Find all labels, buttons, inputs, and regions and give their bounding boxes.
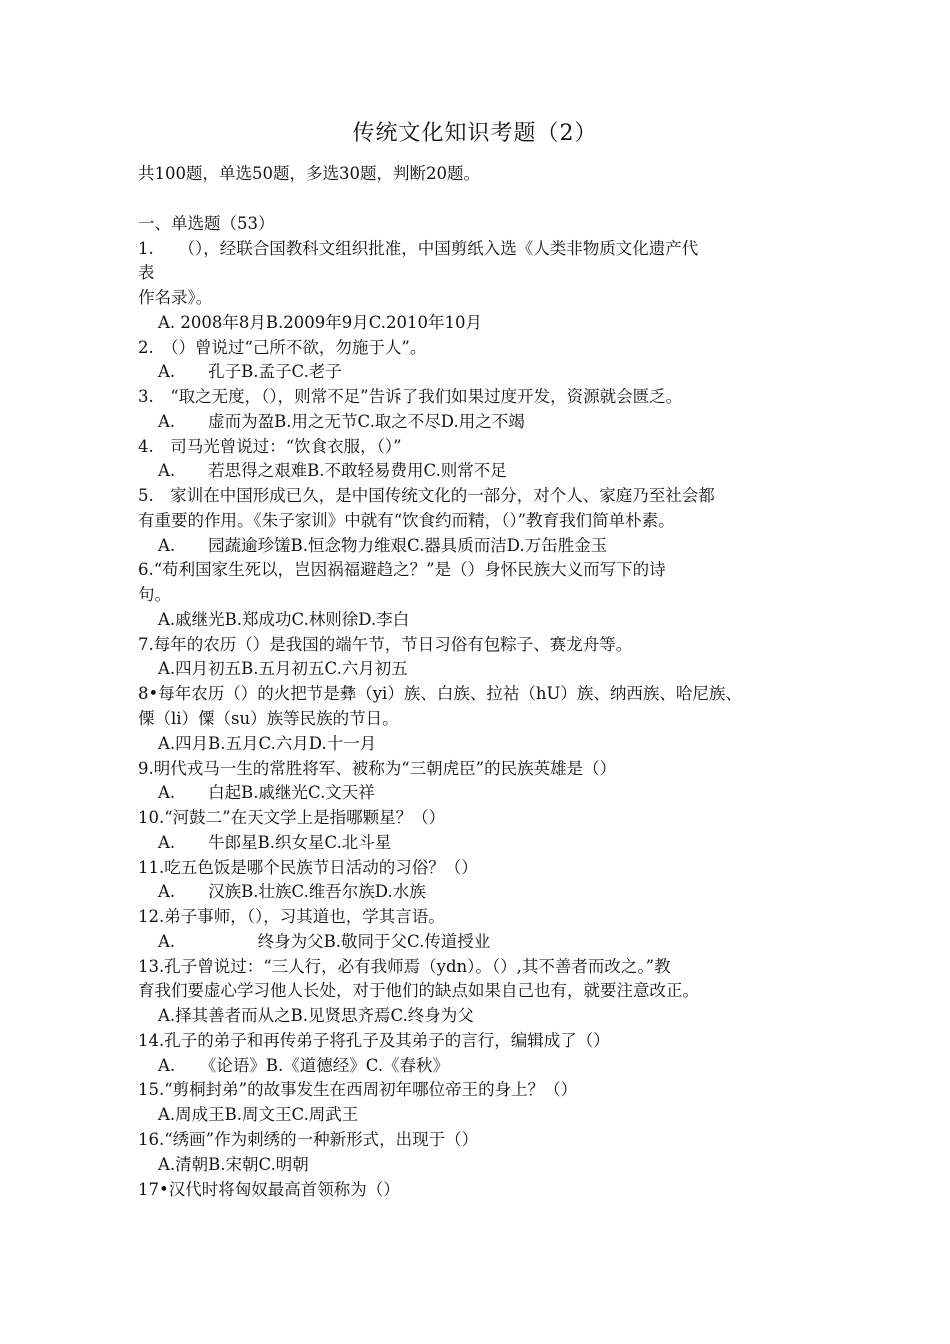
question-line: 15.“剪桐封弟”的故事发生在西周初年哪位帝王的身上？（） xyxy=(138,1080,578,1099)
answer-options: A. 孔子B.孟子C.老子 xyxy=(158,362,342,381)
answer-options: A. 牛郎星B.织女星C.北斗星 xyxy=(158,833,392,852)
question-line: 11.吃五色饭是哪个民族节日活动的习俗？（） xyxy=(138,858,478,877)
question-line: 1. （），经联合国教科文组织批准，中国剪纸入选《人类非物质文化遗产代 xyxy=(138,239,699,258)
answer-options: A. 《论语》B.《道德经》C.《春秋》 xyxy=(158,1056,450,1075)
question-line: 3. “取之无度，（），则常不足”告诉了我们如果过度开发，资源就会匮乏。 xyxy=(138,387,683,406)
question-line: 12.弟子事师，（），习其道也，学其言语。 xyxy=(138,907,445,926)
answer-options: A. 白起B.戚继光C.文天祥 xyxy=(158,783,375,802)
answer-options: A. 园蔬逾珍馐B.恒念物力维艰C.器具质而洁D.万缶胜金玉 xyxy=(158,536,608,555)
summary-text: 共100题，单选50题，多选30题，判断20题。 xyxy=(138,164,480,183)
question-line: 2. （）曾说过“己所不欲，勿施于人”。 xyxy=(138,338,427,357)
answer-options: A.戚继光B.郑成功C.林则徐D.李白 xyxy=(158,610,410,629)
question-line: 句。 xyxy=(138,585,171,604)
question-line: 13.孔子曾说过：“三人行，必有我师焉（ydn）。（）,其不善者而改之。”教 xyxy=(138,957,671,976)
answer-options: A. 虚而为盈B.用之无节C.取之不尽D.用之不竭 xyxy=(158,412,525,431)
question-line: 17•汉代时将匈奴最高首领称为（） xyxy=(138,1180,400,1199)
question-line: 傈（li）僳（su）族等民族的节日。 xyxy=(138,709,399,728)
answer-options: A. 汉族B.壮族C.维吾尔族D.水族 xyxy=(158,882,426,901)
answer-options: A. 2008年8月B.2009年9月C.2010年10月 xyxy=(158,313,483,332)
question-line: 7.每年的农历（）是我国的端午节，节日习俗有包粽子、赛龙舟等。 xyxy=(138,635,633,654)
question-line: 作名录》。 xyxy=(138,288,213,307)
answer-options: A.清朝B.宋朝C.明朝 xyxy=(158,1155,309,1174)
answer-options: A.择其善者而从之B.见贤思齐焉C.终身为父 xyxy=(158,1006,474,1025)
question-line: 有重要的作用。《朱子家训》中就有“饮食约而精，（）”教育我们简单朴素。 xyxy=(138,511,675,530)
answer-options: A.四月B.五月C.六月D.十一月 xyxy=(158,734,377,753)
question-line: 10.“河鼓二”在天文学上是指哪颗星？（） xyxy=(138,808,446,827)
page-title: 传统文化知识考题（2） xyxy=(352,121,598,146)
answer-options: A.周成王B.周文王C.周武王 xyxy=(158,1105,359,1124)
question-line: 16.“绣画”作为刺绣的一种新形式，出现于（） xyxy=(138,1130,479,1149)
section-heading: 一、单选题（53） xyxy=(138,214,275,233)
question-line: 表 xyxy=(138,263,155,282)
question-line: 9.明代戎马一生的常胜将军、被称为“三朝虎臣”的民族英雄是（） xyxy=(138,759,617,778)
question-line: 14.孔子的弟子和再传弟子将孔子及其弟子的言行，编辑成了（） xyxy=(138,1031,610,1050)
answer-options: A.四月初五B.五月初五C.六月初五 xyxy=(158,659,408,678)
question-line: 6.“苟利国家生死以，岂因祸福避趋之？”是（）身怀民族大义而写下的诗 xyxy=(138,560,666,579)
question-line: 育我们要虚心学习他人长处，对于他们的缺点如果自己也有，就要注意改正。 xyxy=(138,981,699,1000)
answer-options: A. 终身为父B.敬同于父C.传道授业 xyxy=(158,932,491,951)
question-line: 8•每年农历（）的火把节是彝（yi）族、白族、拉祜（hU）族、纳西族、哈尼族、 xyxy=(138,684,742,703)
answer-options: A. 若思得之艰难B.不敢轻易费用C.则常不足 xyxy=(158,461,507,480)
question-line: 4. 司马光曾说过：“饮食衣服，（）” xyxy=(138,437,402,456)
question-line: 5. 家训在中国形成已久，是中国传统文化的一部分，对个人、家庭乃至社会都 xyxy=(138,486,715,505)
